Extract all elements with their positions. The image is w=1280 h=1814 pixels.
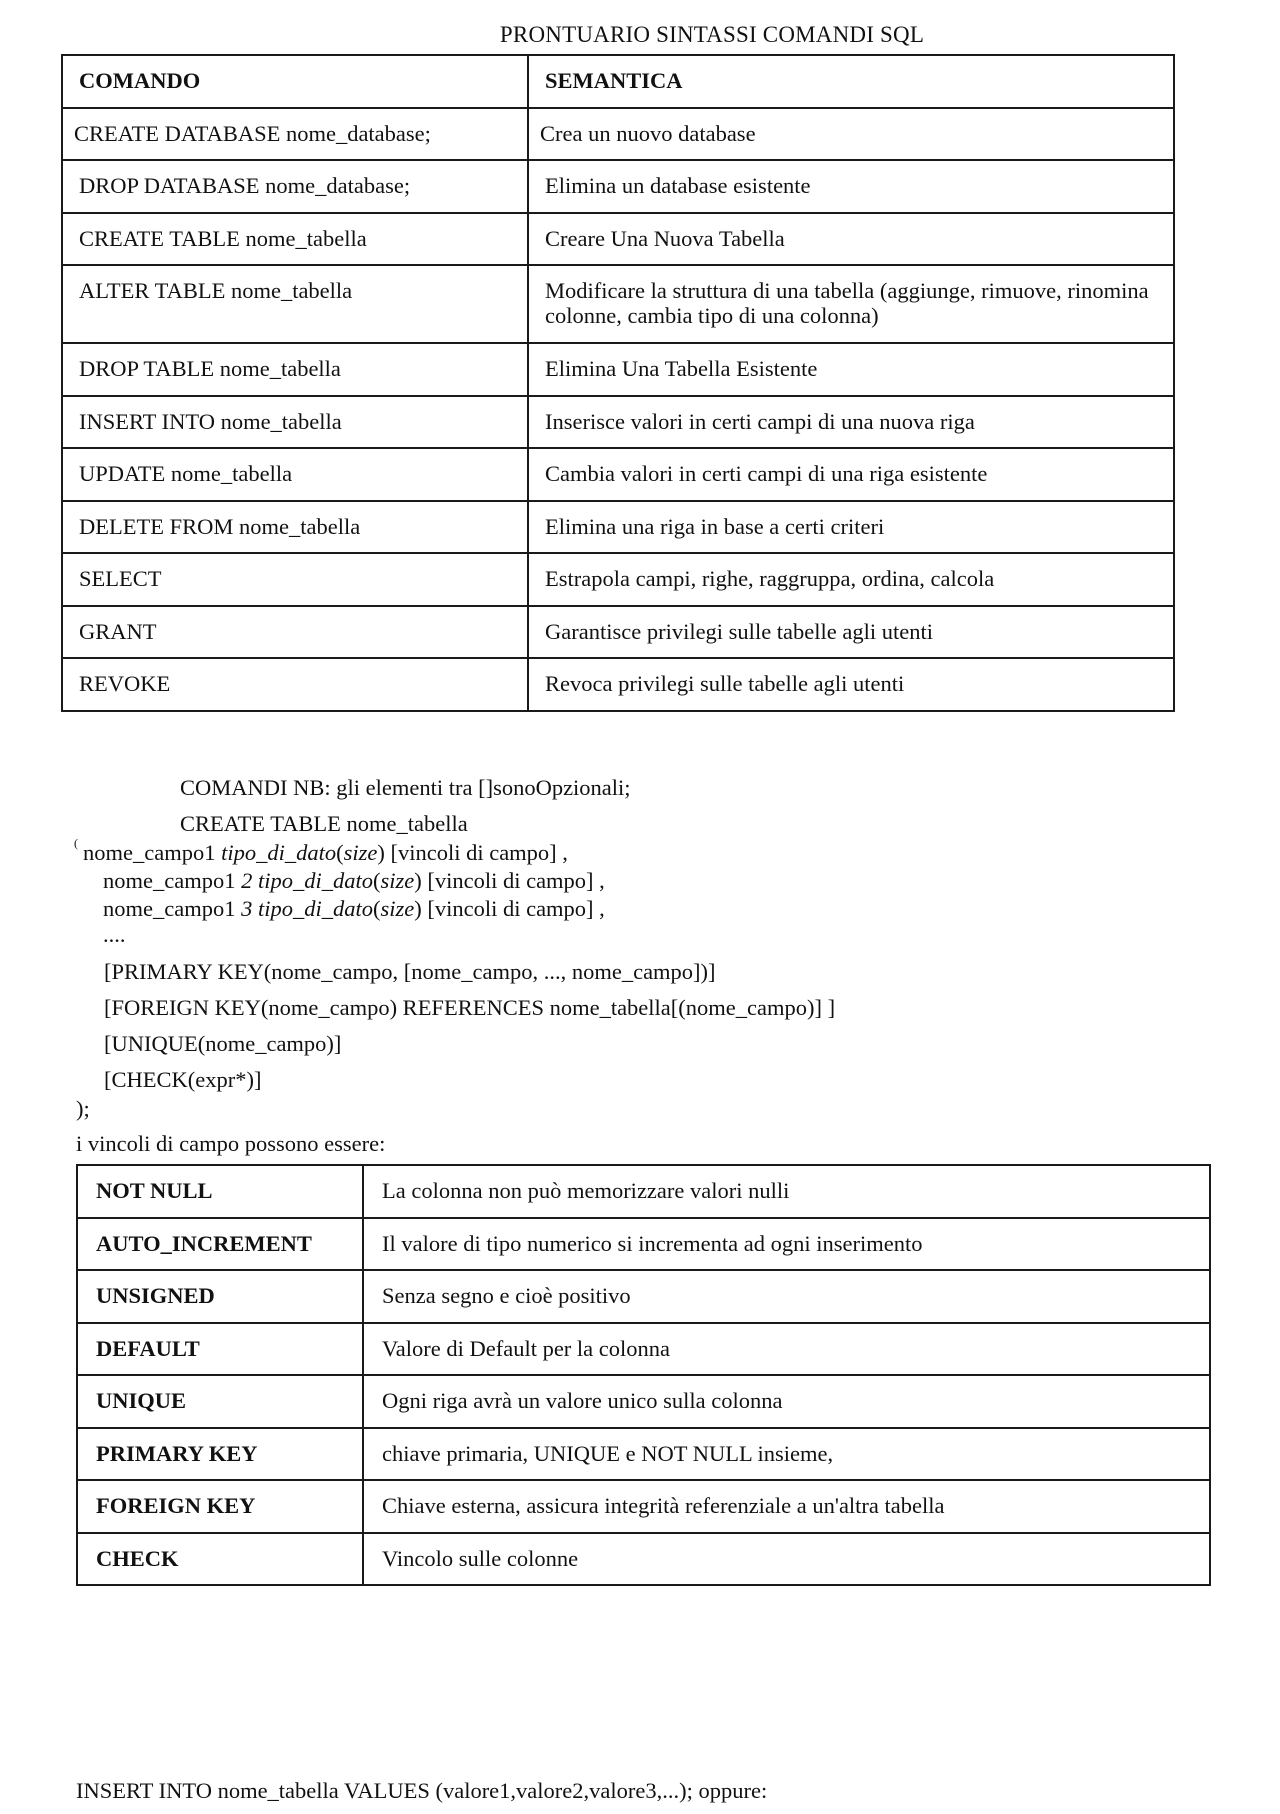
constraint-name-cell: AUTO_INCREMENT [77, 1218, 363, 1271]
constraint-description-cell: La colonna non può memorizzare valori nulli [363, 1165, 1210, 1218]
field-number: 2 [241, 868, 258, 893]
command-cell: REVOKE [62, 658, 528, 711]
constraints-intro: i vincoli di campo possono essere: [76, 1131, 386, 1156]
column-header-semantics: SEMANTICA [528, 55, 1174, 108]
table-row [77, 1218, 1210, 1271]
semantics-cell: Elimina Una Tabella Esistente [528, 343, 1174, 396]
field-name: nome_campo1 [83, 840, 222, 865]
field-name: nome_campo1 [103, 896, 242, 921]
command-cell: DROP TABLE nome_tabella [62, 343, 528, 396]
field-open: ( [372, 868, 381, 893]
field-name: nome_campo1 [103, 868, 242, 893]
field-size: size [380, 896, 415, 921]
field-rest: ) [vincoli di campo] , [377, 840, 568, 865]
field-line [83, 840, 568, 866]
table-row [62, 448, 1174, 501]
command-cell: SELECT [62, 553, 528, 606]
semantics-cell: Elimina una riga in base a certi criteri [528, 501, 1174, 554]
table-row [77, 1375, 1210, 1428]
semantics-cell: Garantisce privilegi sulle tabelle agli utenti [528, 606, 1174, 659]
field-line [103, 868, 605, 894]
ellipsis: .... [103, 922, 126, 947]
command-cell: GRANT [62, 606, 528, 659]
constraint-name-cell: DEFAULT [77, 1323, 363, 1376]
constraint-name-cell: CHECK [77, 1533, 363, 1586]
command-cell: DROP DATABASE nome_database; [62, 160, 528, 213]
check-clause: [CHECK(expr*)] [104, 1067, 262, 1092]
constraint-name-cell: NOT NULL [77, 1165, 363, 1218]
field-size: size [380, 868, 415, 893]
semantics-cell: Elimina un database esistente [528, 160, 1174, 213]
semantics-cell: Modificare la struttura di una tabella (aggiunge, rimuove, rinomina colonne, cambia tipo di una colonna) [528, 265, 1174, 343]
semantics-cell: Creare Una Nuova Tabella [528, 213, 1174, 266]
table-row [62, 213, 1174, 266]
page-title: PRONTUARIO SINTASSI COMANDI SQL [499, 22, 925, 47]
constraint-description-cell: Vincolo sulle colonne [363, 1533, 1210, 1586]
constraint-description-cell: Chiave esterna, assicura integrità referenziale a un'altra tabella [363, 1480, 1210, 1533]
table-row [77, 1428, 1210, 1481]
command-cell: CREATE DATABASE nome_database; [62, 108, 528, 161]
syntax-note: COMANDI NB: gli elementi tra []sonoOpzionali; [180, 775, 631, 800]
command-cell: DELETE FROM nome_tabella [62, 501, 528, 554]
field-open: ( [372, 896, 381, 921]
constraint-description-cell: Senza segno e cioè positivo [363, 1270, 1210, 1323]
primary-key-clause: [PRIMARY KEY(nome_campo, [nome_campo, ..., nome_campo])] [104, 959, 716, 984]
command-cell: ALTER TABLE nome_tabella [62, 265, 528, 343]
table-row [77, 1165, 1210, 1218]
column-header-command: COMANDO [62, 55, 528, 108]
table-row [77, 1270, 1210, 1323]
unique-clause: [UNIQUE(nome_campo)] [104, 1031, 342, 1056]
table-row [62, 343, 1174, 396]
constraint-name-cell: FOREIGN KEY [77, 1480, 363, 1533]
open-paren: ( [74, 836, 78, 850]
table-row [62, 658, 1174, 711]
semantics-cell: Crea un nuovo database [528, 108, 1174, 161]
constraint-description-cell: Ogni riga avrà un valore unico sulla colonna [363, 1375, 1210, 1428]
table-row [62, 396, 1174, 449]
table-row [77, 1323, 1210, 1376]
field-line [103, 896, 605, 922]
table-row [62, 160, 1174, 213]
command-cell: UPDATE nome_tabella [62, 448, 528, 501]
constraint-name-cell: UNIQUE [77, 1375, 363, 1428]
field-rest: ) [vincoli di campo] , [414, 868, 605, 893]
command-cell: CREATE TABLE nome_tabella [62, 213, 528, 266]
constraint-name-cell: UNSIGNED [77, 1270, 363, 1323]
table-row [62, 606, 1174, 659]
table-row [77, 1480, 1210, 1533]
constraints-table [76, 1164, 1211, 1586]
constraint-description-cell: Valore di Default per la colonna [363, 1323, 1210, 1376]
constraint-name-cell: PRIMARY KEY [77, 1428, 363, 1481]
insert-into-line: INSERT INTO nome_tabella VALUES (valore1,valore2,valore3,...); oppure: [76, 1778, 768, 1803]
semantics-cell: Inserisce valori in certi campi di una nuova riga [528, 396, 1174, 449]
constraint-description-cell: Il valore di tipo numerico si incrementa ad ogni inserimento [363, 1218, 1210, 1271]
close-statement: ); [76, 1096, 90, 1121]
field-rest: ) [vincoli di campo] , [414, 896, 605, 921]
semantics-cell: Estrapola campi, righe, raggruppa, ordina, calcola [528, 553, 1174, 606]
field-type: tipo_di_dato [257, 868, 373, 893]
foreign-key-clause: [FOREIGN KEY(nome_campo) REFERENCES nome_tabella[(nome_campo)] ] [104, 995, 836, 1020]
table-row [62, 108, 1174, 161]
field-number: 3 [241, 896, 258, 921]
create-table-line: CREATE TABLE nome_tabella [180, 811, 468, 836]
table-row [62, 501, 1174, 554]
field-size: size [343, 840, 378, 865]
command-cell: INSERT INTO nome_tabella [62, 396, 528, 449]
semantics-cell: Revoca privilegi sulle tabelle agli utenti [528, 658, 1174, 711]
commands-table [61, 54, 1175, 712]
constraint-description-cell: chiave primaria, UNIQUE e NOT NULL insieme, [363, 1428, 1210, 1481]
semantics-cell: Cambia valori in certi campi di una riga esistente [528, 448, 1174, 501]
field-type: tipo_di_dato [257, 896, 373, 921]
table-row [77, 1533, 1210, 1586]
table-row [62, 553, 1174, 606]
field-open: ( [336, 840, 344, 865]
field-type: tipo_di_dato [221, 840, 337, 865]
table-row [62, 265, 1174, 343]
table-header-row [62, 55, 1174, 108]
